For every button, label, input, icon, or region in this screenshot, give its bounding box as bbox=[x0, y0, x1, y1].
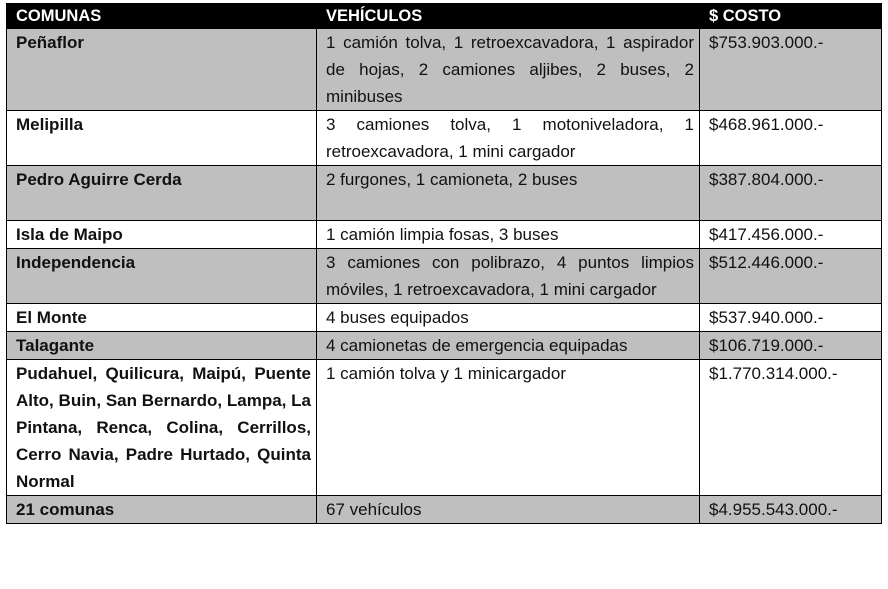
vehicle-cost-table bbox=[6, 3, 882, 524]
vehiculos-cell: 1 camión tolva, 1 retroexcavadora, 1 aspirador de hojas, 2 camiones aljibes, 2 buses, 2 minibuses bbox=[317, 29, 700, 111]
costo-cell: $512.446.000.- bbox=[700, 249, 882, 304]
header-costo: $ COSTO bbox=[700, 4, 882, 29]
comuna-cell: Melipilla bbox=[7, 111, 317, 166]
comuna-cell: Peñaflor bbox=[7, 29, 317, 111]
comuna-cell: El Monte bbox=[7, 304, 317, 332]
costo-cell: $468.961.000.- bbox=[700, 111, 882, 166]
table-row bbox=[7, 304, 882, 332]
comuna-cell: Isla de Maipo bbox=[7, 221, 317, 249]
header-vehiculos: VEHÍCULOS bbox=[317, 4, 700, 29]
vehiculos-cell: 4 buses equipados bbox=[317, 304, 700, 332]
costo-cell: $537.940.000.- bbox=[700, 304, 882, 332]
vehiculos-cell: 4 camionetas de emergencia equipadas bbox=[317, 332, 700, 360]
total-comunas-cell: 21 comunas bbox=[7, 496, 317, 524]
vehiculos-cell: 3 camiones tolva, 1 motoniveladora, 1 retroexcavadora, 1 mini cargador bbox=[317, 111, 700, 166]
comuna-cell: Talagante bbox=[7, 332, 317, 360]
header-row bbox=[7, 4, 882, 29]
table-row bbox=[7, 221, 882, 249]
table-row bbox=[7, 111, 882, 166]
table-row bbox=[7, 166, 882, 221]
table-row bbox=[7, 360, 882, 496]
vehiculos-cell: 2 furgones, 1 camioneta, 2 buses bbox=[317, 166, 700, 221]
header-comunas: COMUNAS bbox=[7, 4, 317, 29]
costo-cell: $387.804.000.- bbox=[700, 166, 882, 221]
vehiculos-cell: 3 camiones con polibrazo, 4 puntos limpios móviles, 1 retroexcavadora, 1 mini cargador bbox=[317, 249, 700, 304]
costo-cell: $417.456.000.- bbox=[700, 221, 882, 249]
total-row bbox=[7, 496, 882, 524]
comuna-cell: Pudahuel, Quilicura, Maipú, Puente Alto, Buin, San Bernardo, Lampa, La Pintana, Renca, Colina, Cerrillos, Cerro Navia, Padre Hurtado, Quinta Normal bbox=[7, 360, 317, 496]
total-costo-cell: $4.955.543.000.- bbox=[700, 496, 882, 524]
table-row bbox=[7, 332, 882, 360]
vehiculos-cell: 1 camión tolva y 1 minicargador bbox=[317, 360, 700, 496]
costo-cell: $1.770.314.000.- bbox=[700, 360, 882, 496]
table-row bbox=[7, 249, 882, 304]
vehiculos-cell: 1 camión limpia fosas, 3 buses bbox=[317, 221, 700, 249]
costo-cell: $753.903.000.- bbox=[700, 29, 882, 111]
comuna-cell: Independencia bbox=[7, 249, 317, 304]
total-vehiculos-cell: 67 vehículos bbox=[317, 496, 700, 524]
costo-cell: $106.719.000.- bbox=[700, 332, 882, 360]
table-row bbox=[7, 29, 882, 111]
comuna-cell: Pedro Aguirre Cerda bbox=[7, 166, 317, 221]
